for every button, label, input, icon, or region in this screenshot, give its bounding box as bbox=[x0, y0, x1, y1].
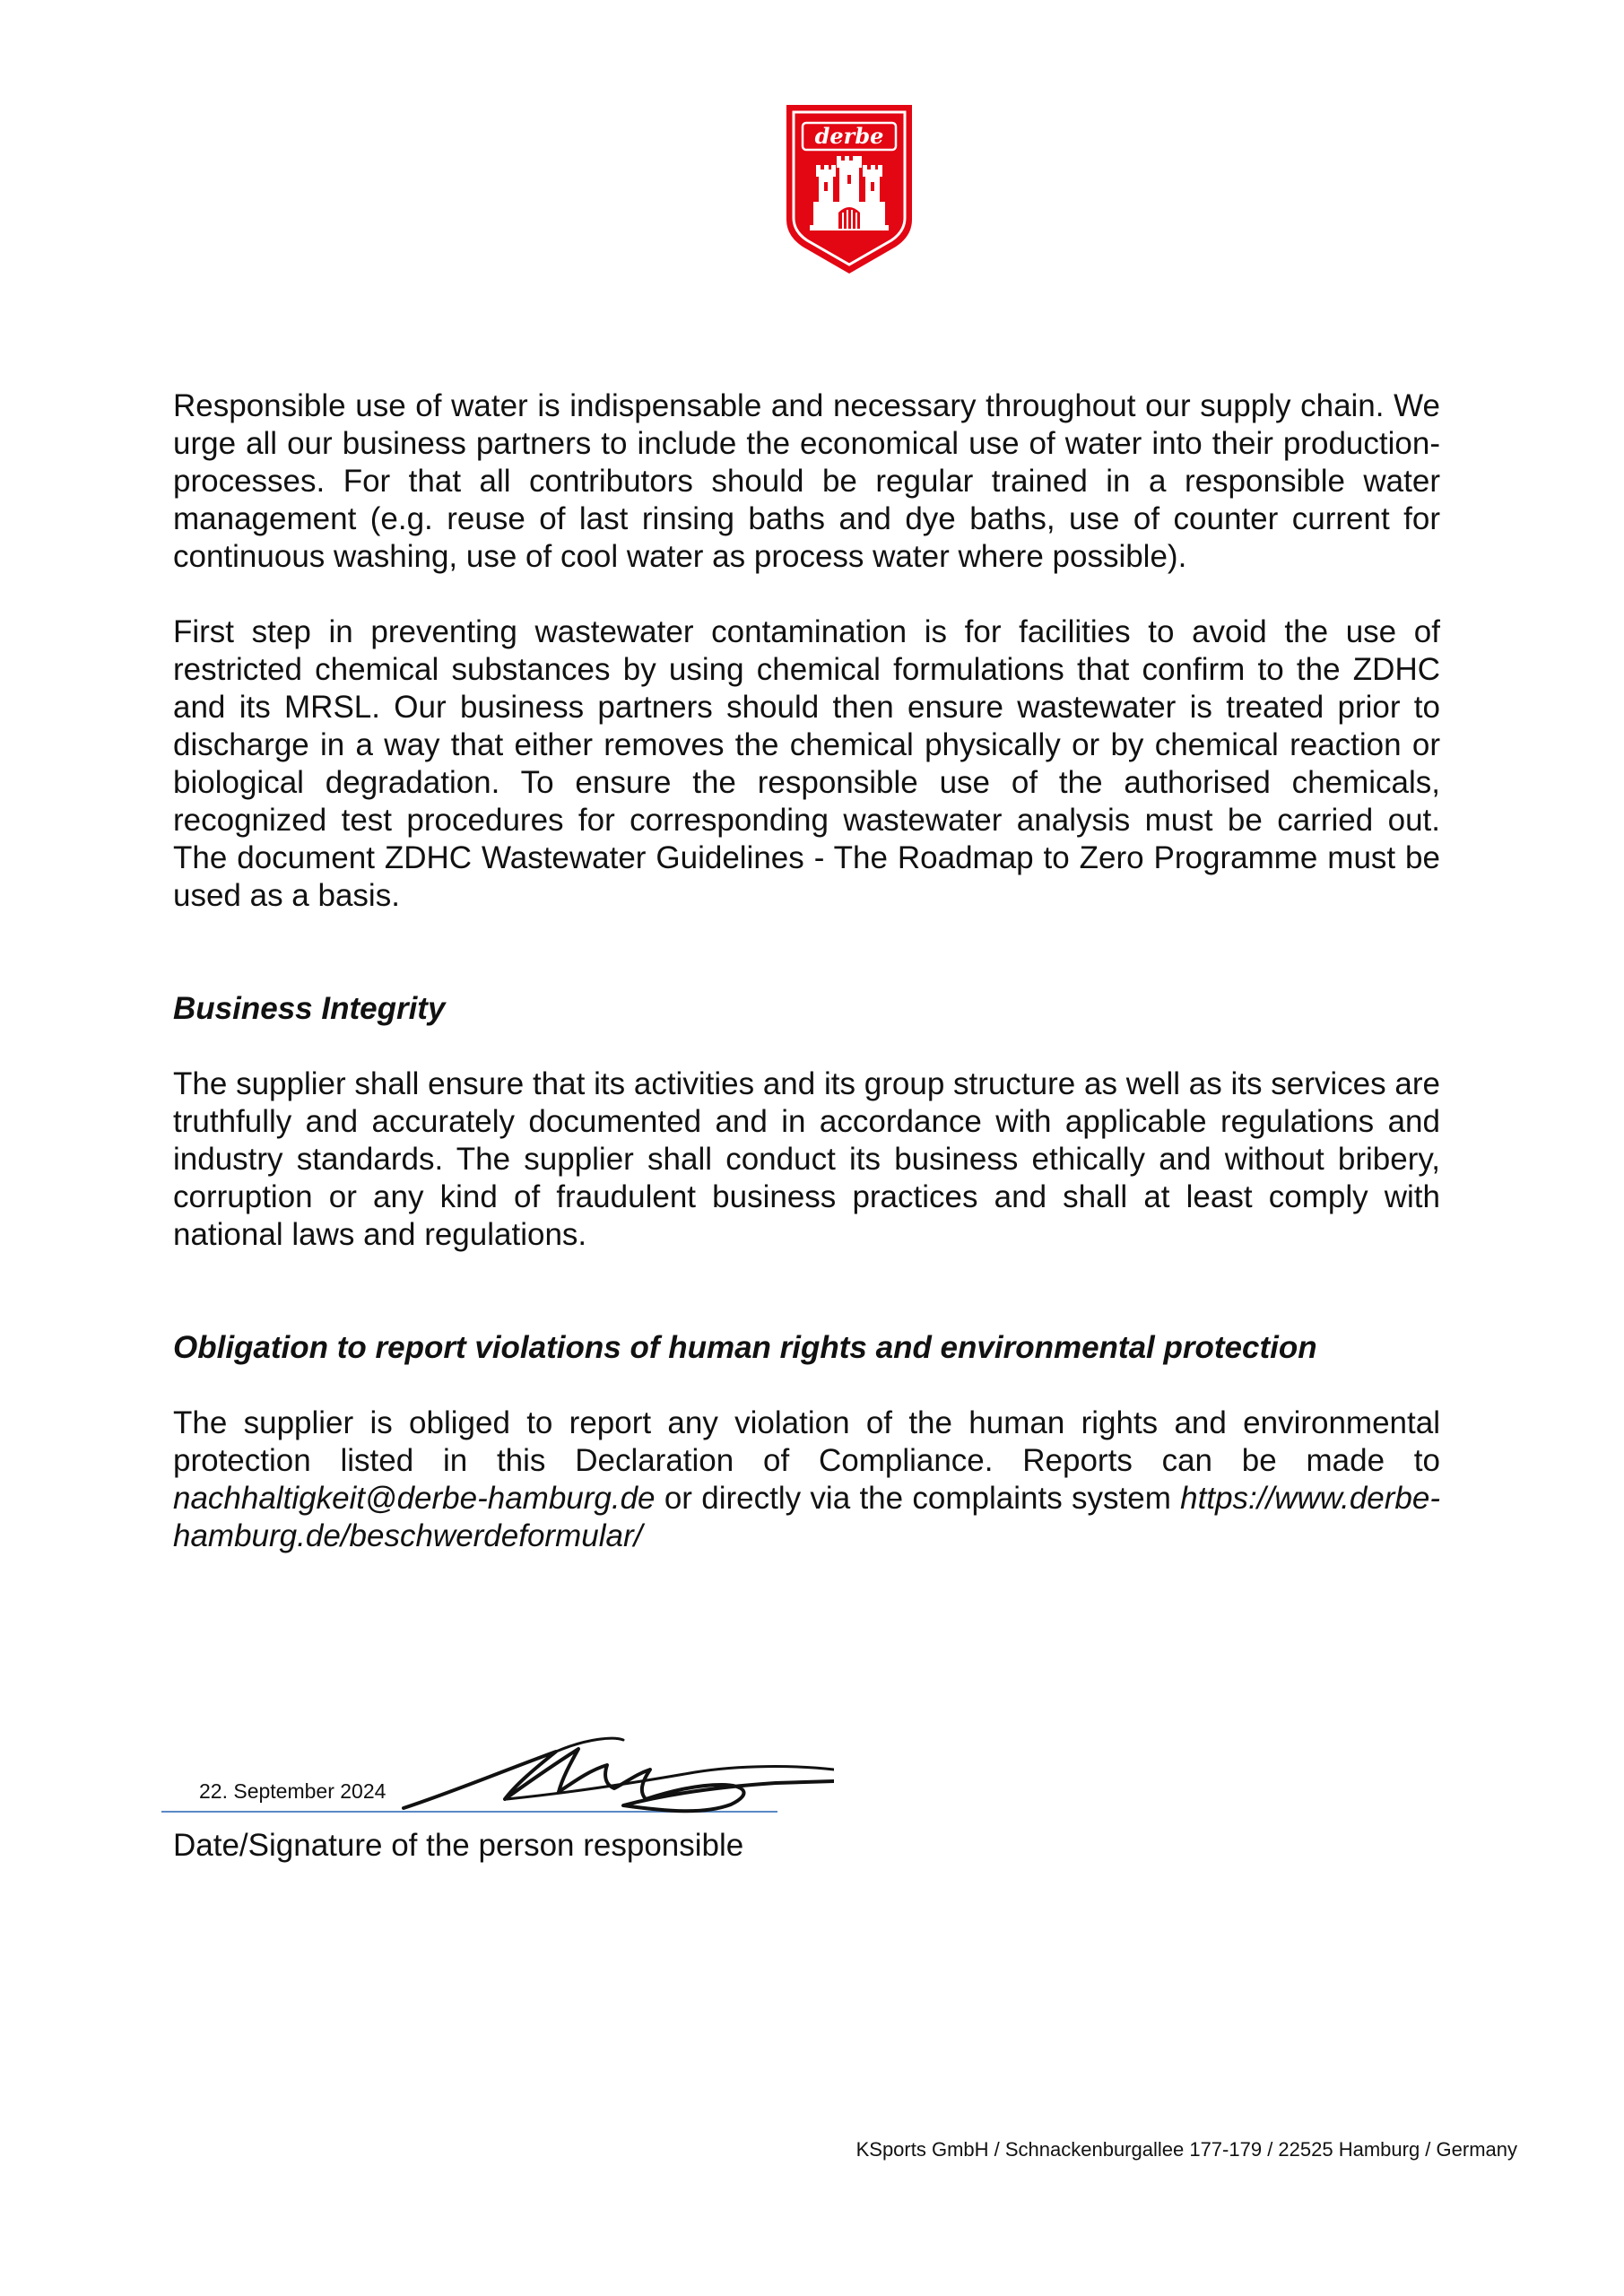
spacer bbox=[173, 1028, 1440, 1065]
heading-business-integrity: Business Integrity bbox=[173, 991, 446, 1026]
footer-address: KSports GmbH / Schnackenburgallee 177-179 / 22525 Hamburg / Germany bbox=[855, 2138, 1517, 2161]
paragraph-wastewater: First step in preventing wastewater contamination is for facilities to avoid the use of restricted chemical substances by using chemical formulations that confirm to the ZDHC and its MRSL. Our business partners should then ensure wastewater is treated prior to discharge in a way that either removes the chemical physically or by chemical reaction or biological degradation. To ensure the responsible use of the authorised chemicals, recognized test procedures for corresponding wastewater analysis must be carried out. The document ZDHC Wastewater Guidelines - The Roadmap to Zero Programme must be used as a basis. bbox=[173, 614, 1440, 913]
spacer bbox=[173, 576, 1440, 613]
logo-brand-text: derbe bbox=[814, 123, 884, 149]
spacer bbox=[173, 1254, 1440, 1329]
spacer bbox=[173, 915, 1440, 990]
handwritten-signature bbox=[399, 1729, 834, 1814]
obligation-middle-text: or directly via the complaints system bbox=[655, 1481, 1181, 1516]
document-body bbox=[173, 387, 1440, 1555]
paragraph-obligation bbox=[173, 1405, 1440, 1555]
signature-caption: Date/Signature of the person responsible bbox=[173, 1828, 744, 1863]
complaints-url-link[interactable]: https://www.derbe-hamburg.de/beschwerdeformular/ bbox=[173, 1481, 1440, 1553]
paragraph-business-integrity: The supplier shall ensure that its activities and its group structure as well as its services are truthfully and accurately documented and in accordance with applicable regulations and industry standards. The supplier shall conduct its business ethically and without bribery, corruption or any kind of fraudulent business practices and shall at least comply with national laws and regulations. bbox=[173, 1066, 1440, 1252]
derbe-logo bbox=[783, 101, 916, 275]
spacer bbox=[173, 1367, 1440, 1405]
obligation-intro-text: The supplier is obliged to report any violation of the human rights and environmental protection listed in this Declaration of Compliance. Reports can be made to bbox=[173, 1405, 1440, 1478]
paragraph-water-use: Responsible use of water is indispensable and necessary throughout our supply chain. We urge all our business partners to include the economical use of water into their production-processes. For that all contributors should be regular trained in a responsible water management (e.g. reuse of last rinsing baths and dye baths, use of counter current for continuous washing, use of cool water as process water where possible). bbox=[173, 388, 1440, 574]
email-link[interactable]: nachhaltigkeit@derbe-hamburg.de bbox=[173, 1481, 656, 1516]
signature-date: 22. September 2024 bbox=[199, 1779, 386, 1803]
heading-obligation: Obligation to report violations of human rights and environmental protection bbox=[173, 1330, 1317, 1365]
